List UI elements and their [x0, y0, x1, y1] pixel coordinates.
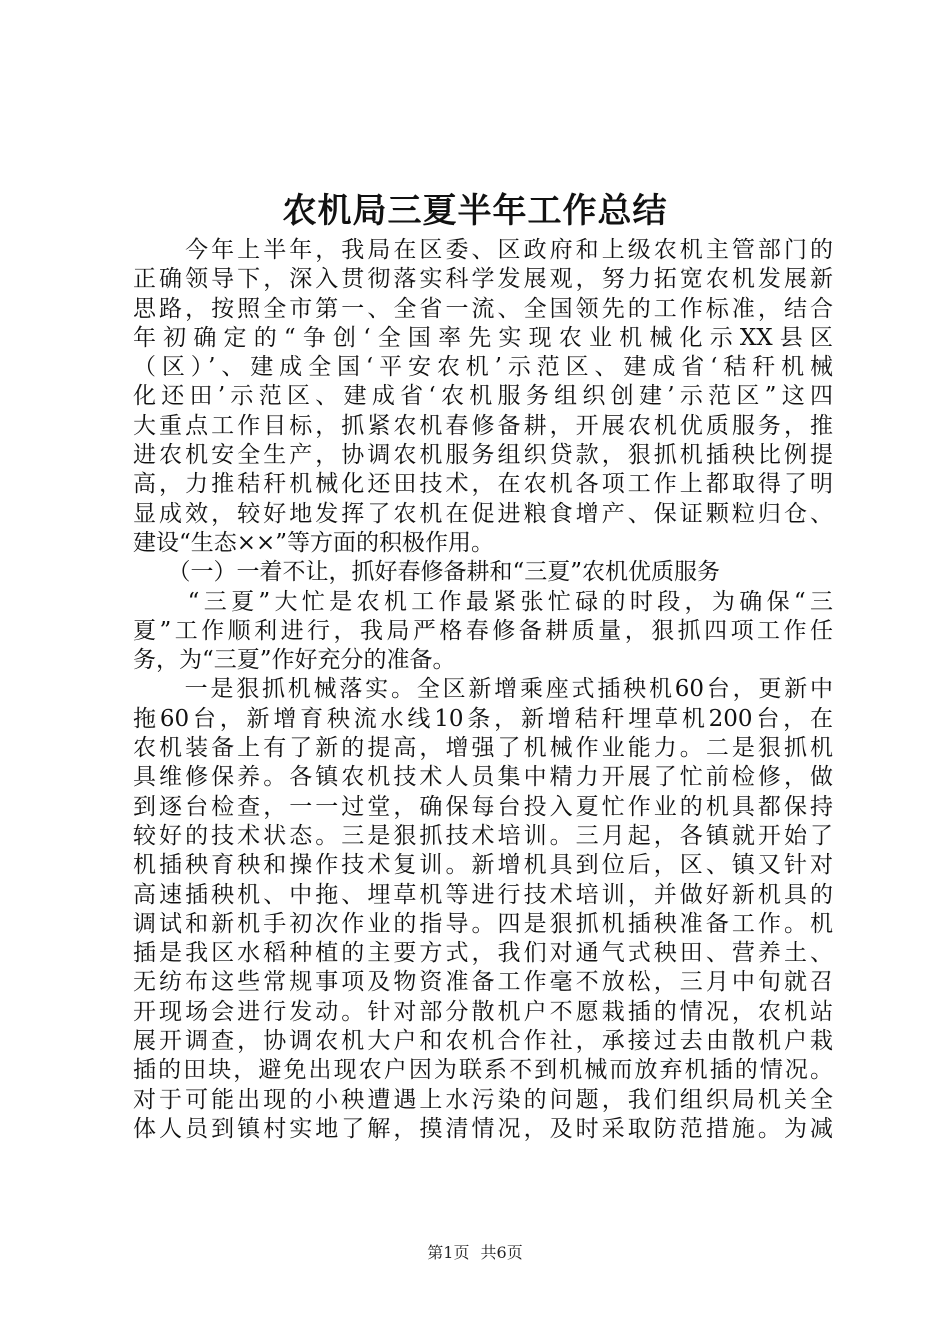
body-line: 对于可能出现的小秧遭遇上水污染的问题，我们组织局机关全 — [133, 1086, 833, 1113]
body-line: 高，力推秸秆机械化还田技术，在农机各项工作上都取得了明 — [133, 471, 833, 498]
body-line: 体人员到镇村实地了解，摸清情况，及时采取防范措施。为减 — [133, 1115, 833, 1142]
body-line: 开现场会进行发动。针对部分散机户不愿栽插的情况，农机站 — [133, 998, 833, 1025]
body-line: 正确领导下，深入贯彻落实科学发展观，努力拓宽农机发展新 — [133, 266, 833, 293]
body-line: 插的田块，避免出现农户因为联系不到机械而放弃机插的情况。 — [133, 1057, 833, 1084]
body-line: 到逐台检查，一一过堂，确保每台投入夏忙作业的机具都保持 — [133, 793, 833, 820]
body-line: 大重点工作目标，抓紧农机春修备耕，开展农机优质服务，推 — [133, 412, 833, 439]
body-line: 具维修保养。各镇农机技术人员集中精力开展了忙前检修，做 — [133, 764, 833, 791]
body-line: 展开调查，协调农机大户和农机合作社，承接过去由散机户栽 — [133, 1028, 833, 1055]
page-number: 第1页 — [427, 1243, 470, 1262]
body-line: 务，为“三夏”作好充分的准备。 — [133, 647, 456, 674]
body-line: （一）一着不让，抓好春修备耕和“三夏”农机优质服务 — [133, 559, 721, 586]
body-line: 较好的技术状态。三是狠抓技术培训。三月起，各镇就开始了 — [133, 822, 833, 849]
body-line: 拖60台，新增育秧流水线10条，新增秸秆埋草机200台，在 — [133, 705, 833, 732]
body-line: 调试和新机手初次作业的指导。四是狠抓机插秧准备工作。机 — [133, 910, 833, 937]
body-line: 插是我区水稻种植的主要方式，我们对通气式秧田、营养土、 — [133, 940, 833, 967]
body-line: 显成效，较好地发挥了农机在促进粮食增产、保证颗粒归仓、 — [133, 500, 833, 527]
body-line: 进农机安全生产，协调农机服务组织贷款，狠抓机插秧比例提 — [133, 442, 833, 469]
body-line: 思路，按照全市第一、全省一流、全国领先的工作标准，结合 — [133, 295, 833, 322]
body-line: 无纺布这些常规事项及物资准备工作毫不放松，三月中旬就召 — [133, 969, 833, 996]
body-line: 高速插秧机、中拖、埋草机等进行技术培训，并做好新机具的 — [133, 881, 833, 908]
document-body — [133, 236, 833, 1144]
document-title: 农机局三夏半年工作总结 — [282, 191, 668, 231]
body-line: 年初确定的“争创‘全国率先实现农业机械化示XX县区 — [133, 324, 833, 351]
body-line: 夏”工作顺利进行，我局严格春修备耕质量，狠抓四项工作任 — [133, 617, 833, 644]
body-line: 机插秧育秧和操作技术复训。新增机具到位后，区、镇又针对 — [133, 852, 833, 879]
body-line: “三夏”大忙是农机工作最紧张忙碌的时段，为确保“三 — [133, 588, 833, 615]
body-line: 一是狠抓机械落实。全区新增乘座式插秧机60台，更新中 — [133, 676, 833, 703]
body-line: （区）’、建成全国‘平安农机’示范区、建成省‘秸秆机械 — [133, 354, 833, 381]
body-line: 农机装备上有了新的提高，增强了机械作业能力。二是狠抓机 — [133, 735, 833, 762]
page-footer — [0, 1240, 950, 1263]
body-line: 化还田’示范区、建成省‘农机服务组织创建’示范区”这四 — [133, 383, 833, 410]
page-total: 共6页 — [480, 1243, 523, 1262]
body-line: 建设“生态××”等方面的积极作用。 — [133, 529, 495, 556]
body-line: 今年上半年，我局在区委、区政府和上级农机主管部门的 — [133, 237, 833, 263]
